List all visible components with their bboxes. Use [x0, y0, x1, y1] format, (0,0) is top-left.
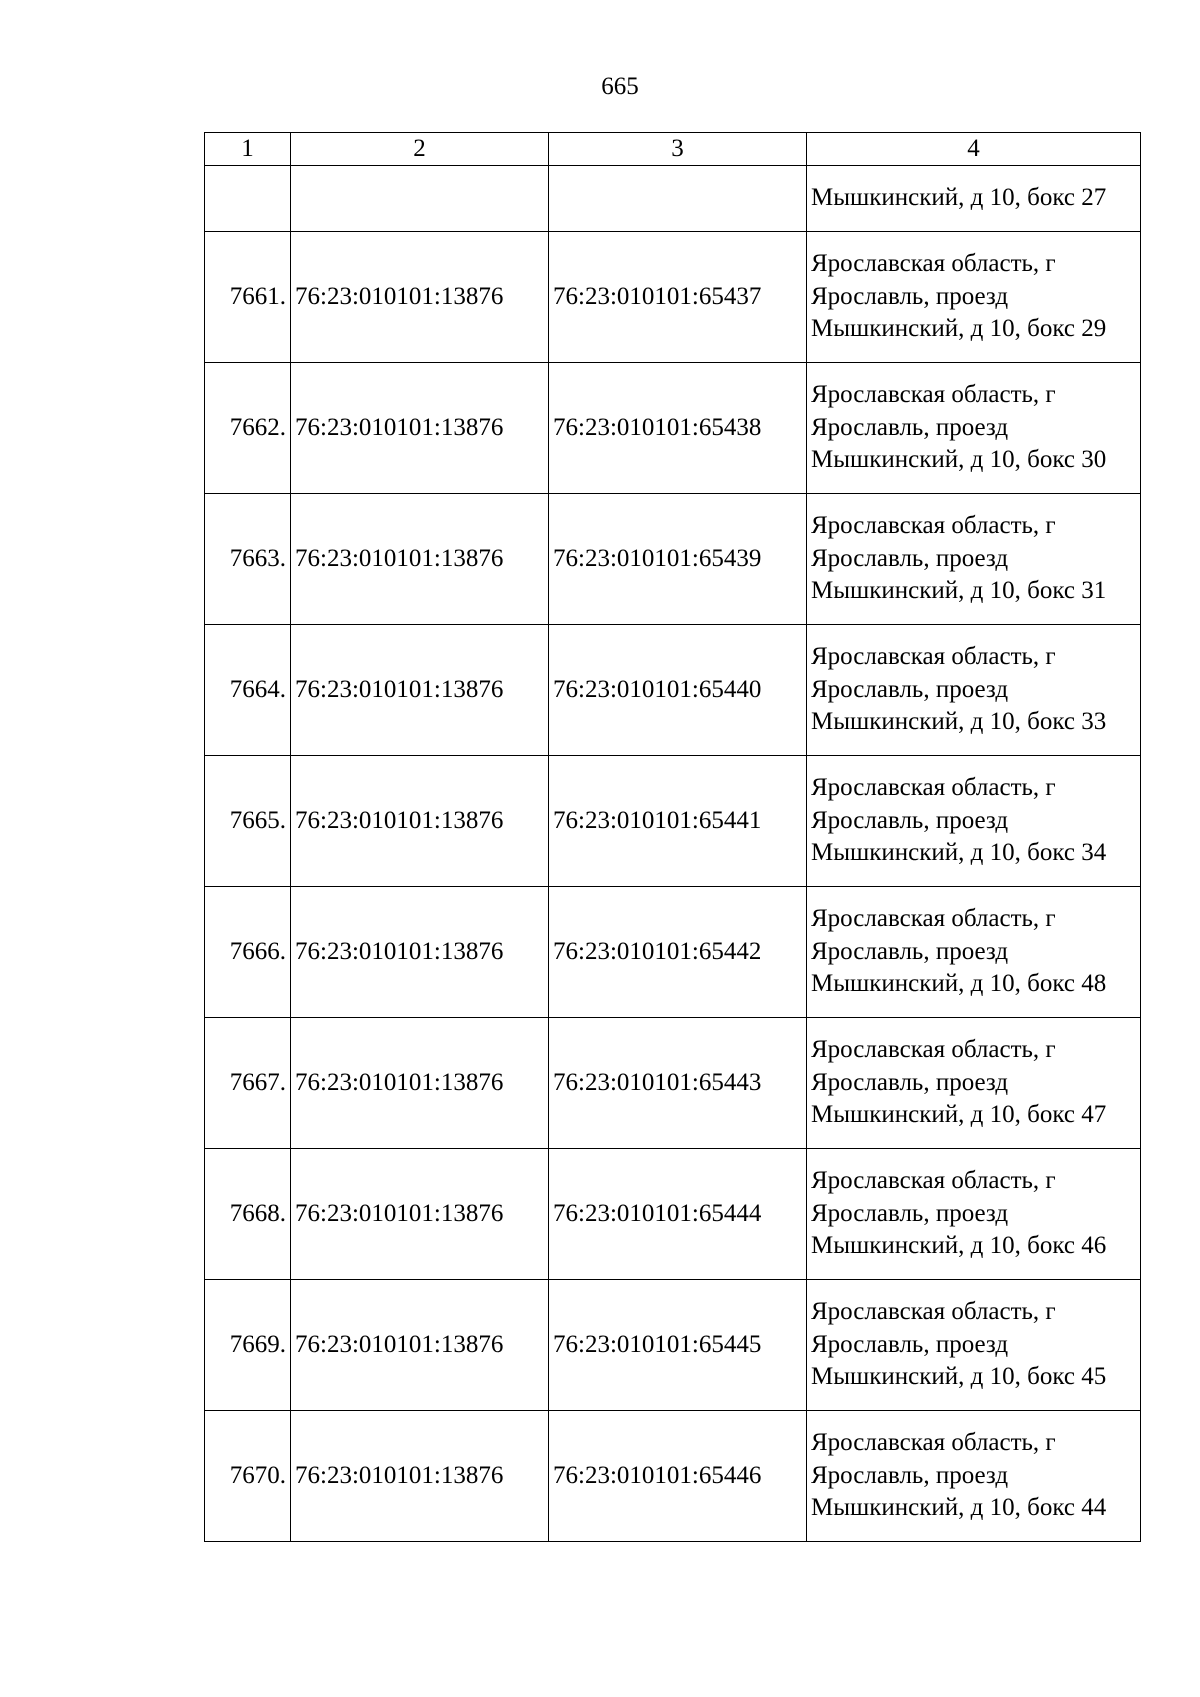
table-row [205, 1280, 1141, 1411]
address-cell: Ярославская область, г Ярославль, проезд Мышкинский, д 10, бокс 34 [807, 756, 1141, 887]
object-cadastral-number-cell: 76:23:010101:65446 [549, 1411, 807, 1542]
table-row [205, 494, 1141, 625]
row-number-cell: 7670. [205, 1411, 291, 1542]
table-row [205, 1018, 1141, 1149]
continuation-object-code-cell [549, 166, 807, 232]
parent-cadastral-number-cell: 76:23:010101:13876 [291, 625, 549, 756]
row-number-cell: 7665. [205, 756, 291, 887]
object-cadastral-number-cell: 76:23:010101:65437 [549, 232, 807, 363]
registry-table-body [205, 133, 1141, 1542]
row-number-cell: 7666. [205, 887, 291, 1018]
parent-cadastral-number-cell: 76:23:010101:13876 [291, 1280, 549, 1411]
address-cell: Ярославская область, г Ярославль, проезд Мышкинский, д 10, бокс 47 [807, 1018, 1141, 1149]
page-number: 665 [601, 73, 639, 100]
address-cell: Ярославская область, г Ярославль, проезд Мышкинский, д 10, бокс 45 [807, 1280, 1141, 1411]
table-row [205, 756, 1141, 887]
object-cadastral-number-cell: 76:23:010101:65440 [549, 625, 807, 756]
address-cell: Ярославская область, г Ярославль, проезд Мышкинский, д 10, бокс 31 [807, 494, 1141, 625]
parent-cadastral-number-cell: 76:23:010101:13876 [291, 232, 549, 363]
parent-cadastral-number-cell: 76:23:010101:13876 [291, 887, 549, 1018]
continuation-row [205, 166, 1141, 232]
table-row [205, 1411, 1141, 1542]
row-number-cell: 7667. [205, 1018, 291, 1149]
continuation-num-cell [205, 166, 291, 232]
address-cell: Ярославская область, г Ярославль, проезд Мышкинский, д 10, бокс 33 [807, 625, 1141, 756]
table-row [205, 625, 1141, 756]
column-number-row [205, 133, 1141, 166]
address-cell: Ярославская область, г Ярославль, проезд Мышкинский, д 10, бокс 30 [807, 363, 1141, 494]
parent-cadastral-number-cell: 76:23:010101:13876 [291, 1149, 549, 1280]
row-number-cell: 7661. [205, 232, 291, 363]
parent-cadastral-number-cell: 76:23:010101:13876 [291, 1411, 549, 1542]
column-number-3: 3 [549, 133, 807, 166]
registry-table [204, 132, 1141, 1542]
object-cadastral-number-cell: 76:23:010101:65441 [549, 756, 807, 887]
parent-cadastral-number-cell: 76:23:010101:13876 [291, 1018, 549, 1149]
object-cadastral-number-cell: 76:23:010101:65445 [549, 1280, 807, 1411]
table-row [205, 887, 1141, 1018]
address-cell: Ярославская область, г Ярославль, проезд Мышкинский, д 10, бокс 48 [807, 887, 1141, 1018]
row-number-cell: 7663. [205, 494, 291, 625]
parent-cadastral-number-cell: 76:23:010101:13876 [291, 756, 549, 887]
continuation-address-cell: Мышкинский, д 10, бокс 27 [807, 166, 1141, 232]
row-number-cell: 7668. [205, 1149, 291, 1280]
parent-cadastral-number-cell: 76:23:010101:13876 [291, 363, 549, 494]
parent-cadastral-number-cell: 76:23:010101:13876 [291, 494, 549, 625]
address-cell: Ярославская область, г Ярославль, проезд Мышкинский, д 10, бокс 44 [807, 1411, 1141, 1542]
row-number-cell: 7669. [205, 1280, 291, 1411]
table-row [205, 363, 1141, 494]
object-cadastral-number-cell: 76:23:010101:65444 [549, 1149, 807, 1280]
address-cell: Ярославская область, г Ярославль, проезд Мышкинский, д 10, бокс 29 [807, 232, 1141, 363]
object-cadastral-number-cell: 76:23:010101:65439 [549, 494, 807, 625]
column-number-4: 4 [807, 133, 1141, 166]
table-row [205, 232, 1141, 363]
row-number-cell: 7664. [205, 625, 291, 756]
continuation-parent-code-cell [291, 166, 549, 232]
column-number-1: 1 [205, 133, 291, 166]
object-cadastral-number-cell: 76:23:010101:65442 [549, 887, 807, 1018]
object-cadastral-number-cell: 76:23:010101:65443 [549, 1018, 807, 1149]
address-cell: Ярославская область, г Ярославль, проезд Мышкинский, д 10, бокс 46 [807, 1149, 1141, 1280]
row-number-cell: 7662. [205, 363, 291, 494]
table-row [205, 1149, 1141, 1280]
object-cadastral-number-cell: 76:23:010101:65438 [549, 363, 807, 494]
column-number-2: 2 [291, 133, 549, 166]
